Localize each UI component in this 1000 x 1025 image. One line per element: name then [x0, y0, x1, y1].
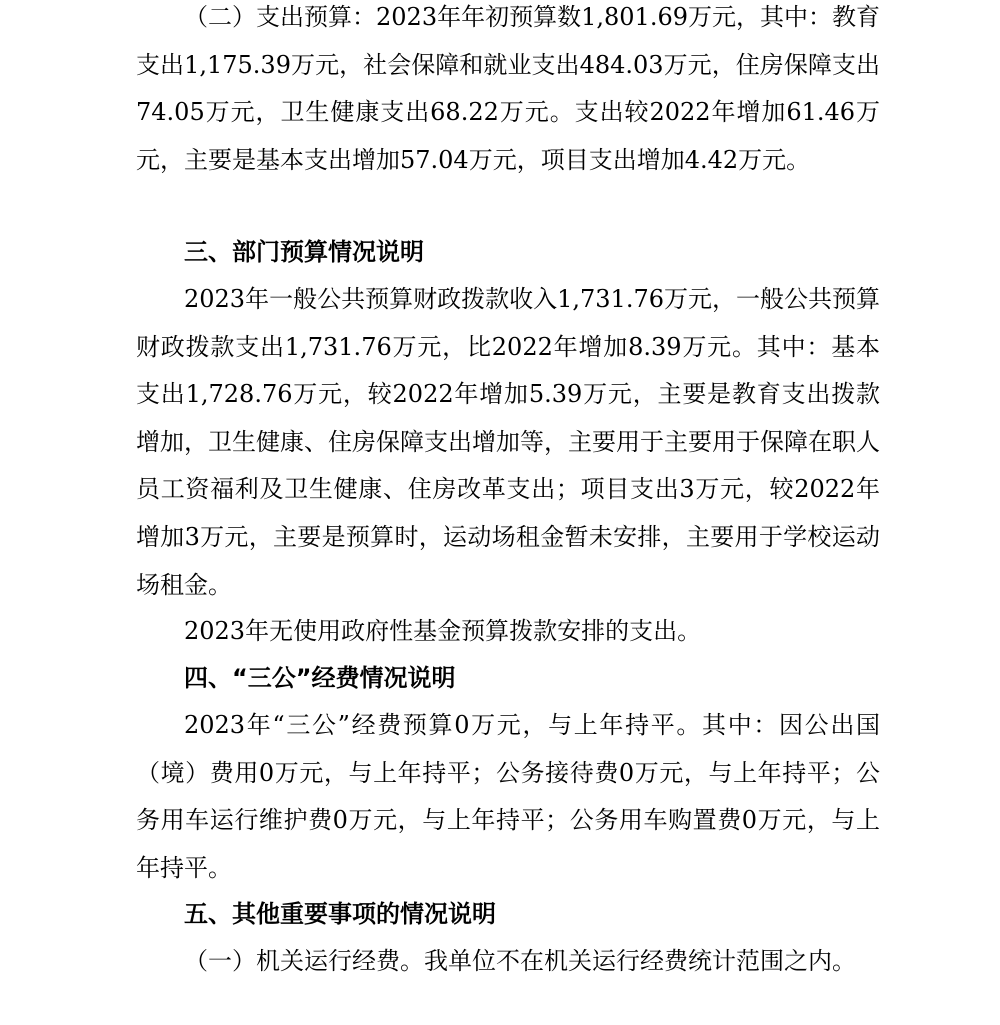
section-3-general-budget-paragraph: 2023年一般公共预算财政拨款收入1,731.76万元，一般公共预算财政拨款支出1,731.76万元，比2022年增加8.39万元。其中：基本支出1,728.76万元，较2022年增加5.39万元，主要是教育支出拨款增加，卫生健康、住房保障支出增加等，主要用于主要用于保障在职人员工资福利及卫生健康、住房改革支出；项目支出3万元，较2022年增加3万元，主要是预算时，运动场租金暂未安排，主要用于学校运动场租金。 [136, 285, 880, 599]
section-4-heading: 四、“三公”经费情况说明 [184, 664, 456, 692]
section-5-item-1-paragraph: （一）机关运行经费。我单位不在机关运行经费统计范围之内。 [184, 947, 856, 975]
section-5-heading: 五、其他重要事项的情况说明 [184, 900, 496, 928]
section-3-government-fund-paragraph: 2023年无使用政府性基金预算拨款安排的支出。 [184, 617, 702, 645]
section-3-heading: 三、部门预算情况说明 [184, 238, 424, 266]
expense-budget-paragraph: （二）支出预算：2023年年初预算数1,801.69万元，其中：教育支出1,175.39万元，社会保障和就业支出484.03万元，住房保障支出74.05万元，卫生健康支出68.22万元。支出较2022年增加61.46万元，主要是基本支出增加57.04万元，项目支出增加4.42万元。 [136, 3, 880, 174]
section-4-three-public-expenses-paragraph: 2023年“三公”经费预算0万元，与上年持平。其中：因公出国（境）费用0万元，与上年持平；公务接待费0万元，与上年持平；公务用车运行维护费0万元，与上年持平；公务用车购置费0万元，与上年持平。 [136, 711, 880, 882]
